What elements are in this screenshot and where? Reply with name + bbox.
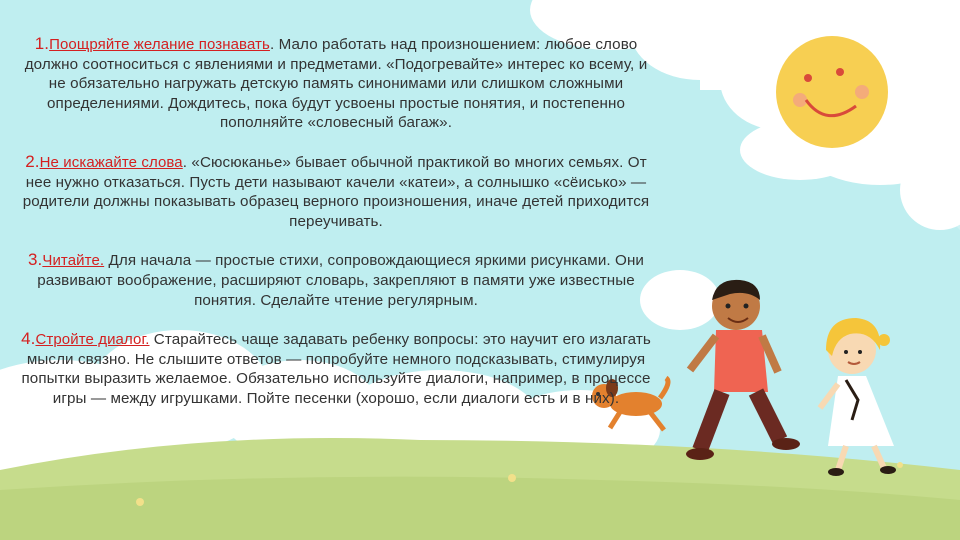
tips-text-block (20, 34, 652, 428)
tip-paragraph-3 (20, 250, 652, 310)
tip-number: 4. (21, 329, 36, 349)
tip-heading: Стройте диалог. (35, 331, 150, 349)
tip-heading: Не искажайте слова (39, 153, 183, 171)
tip-heading: Поощряйте желание познавать (49, 36, 270, 53)
tip-number: 3. (27, 250, 43, 270)
tip-paragraph-4 (20, 329, 652, 408)
tip-body: . Мало работать над произношением: любое слово должно соотноситься с явлениями и предметами. «Подогревайте» интерес ко всему, и не обязательно нагружать детскую память синонимами или слишком сложными определениями. Дождитесь, пока будут усвоены простые понятия, и постепенно пополняйте «словесный багаж». (24, 36, 648, 132)
tip-heading: Читайте. (42, 252, 105, 270)
tip-body: Старайтесь чаще задавать ребенку вопросы: это научит его излагать мысли связно. Не слышите ответов — попробуйте немного подсказывать, стимулируя попытки выразить желаемое. Обязательно используйте диалоги, например, в процессе игры — между игрушками. Пойте песенки (хорошо, если диалоги есть и в них). (21, 331, 651, 407)
tip-paragraph-2 (20, 152, 652, 231)
tip-number: 2. (25, 151, 40, 171)
tip-paragraph-1 (20, 34, 652, 133)
tip-body: Для начала — простые стихи, сопровождающиеся яркими рисунками. Они развивают воображение, расширяют словарь, закрепляют в памяти уже известные понятия. Сделайте чтение регулярным. (37, 252, 645, 309)
tip-number: 1. (34, 34, 50, 53)
tip-body: . «Сюсюканье» бывает обычной практикой во многих семьях. От нее нужно отказаться. Пусть дети называют качели «катеи», а солнышко «сёиськo» — родители должны показывать образец верного произношения, иначе детей приходится переучивать. (22, 153, 650, 230)
smiling-sun (776, 36, 888, 148)
